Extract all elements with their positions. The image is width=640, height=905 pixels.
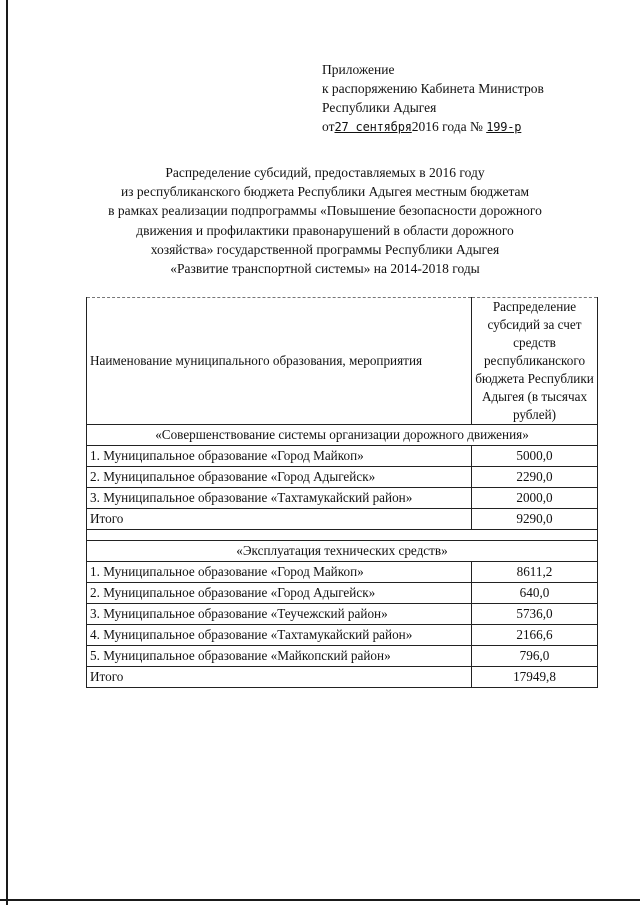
table-row [87, 604, 598, 625]
table-row [87, 446, 598, 467]
header-name-cell: Наименование муниципального образования, мероприятия [87, 298, 472, 425]
total-value: 17949,8 [472, 667, 598, 688]
title-line-4: движения и профилактики правонарушений в области дорожного [136, 222, 514, 238]
table-row [87, 625, 598, 646]
row-name: 2. Муниципальное образование «Город Адыгейск» [87, 583, 472, 604]
date-prefix: от [322, 119, 335, 134]
scan-edge-bottom [0, 899, 640, 901]
section-2-title: «Эксплуатация технических средств» [87, 541, 598, 562]
appendix-line-1: Приложение [322, 62, 395, 77]
row-name: 5. Муниципальное образование «Майкопский район» [87, 646, 472, 667]
row-name: 2. Муниципальное образование «Город Адыгейск» [87, 467, 472, 488]
table-row [87, 583, 598, 604]
appendix-line-2: к распоряжению Кабинета Министров [322, 81, 544, 96]
handwritten-date: 27 сентября [334, 120, 412, 134]
section-1-title: «Совершенствование системы организации дорожного движения» [87, 425, 598, 446]
table-row [87, 646, 598, 667]
handwritten-number: 199-р [486, 120, 522, 134]
title-line-2: из республиканского бюджета Республики Адыгея местным бюджетам [120, 184, 530, 200]
row-value: 640,0 [472, 583, 598, 604]
header-value-cell: Распределение субсидий за счет средств республиканского бюджета Республики Адыгея (в тысячах рублей) [472, 298, 598, 425]
title-line-1: Распределение субсидий, предоставляемых в 2016 году [165, 165, 485, 180]
section-spacer-row [87, 530, 598, 541]
row-name: 1. Муниципальное образование «Город Майкоп» [87, 446, 472, 467]
appendix-block [322, 60, 544, 137]
row-name: 1. Муниципальное образование «Город Майкоп» [87, 562, 472, 583]
table-header-row [87, 298, 598, 425]
document-title [80, 163, 570, 278]
row-name: 3. Муниципальное образование «Тахтамукайский район» [87, 488, 472, 509]
table-row [87, 467, 598, 488]
section-spacer [87, 530, 598, 541]
table-row [87, 488, 598, 509]
row-value: 796,0 [472, 646, 598, 667]
row-value: 5736,0 [472, 604, 598, 625]
total-row [87, 667, 598, 688]
row-value: 2000,0 [472, 488, 598, 509]
row-name: 3. Муниципальное образование «Теучежский район» [87, 604, 472, 625]
total-row [87, 509, 598, 530]
table-row [87, 562, 598, 583]
date-year: 2016 года № [411, 119, 483, 134]
title-line-6: «Развитие транспортной системы» на 2014-2018 годы [170, 261, 480, 277]
section-2-title-row [87, 541, 598, 562]
appendix-line-3: Республики Адыгея [322, 100, 437, 115]
subsidy-table [86, 297, 598, 688]
row-value: 2166,6 [472, 625, 598, 646]
row-name: 4. Муниципальное образование «Тахтамукайский район» [87, 625, 472, 646]
title-line-5: хозяйства» государственной программы Республики Адыгея [150, 241, 500, 257]
total-label: Итого [87, 509, 472, 530]
total-value: 9290,0 [472, 509, 598, 530]
total-label: Итого [87, 667, 472, 688]
appendix-date-line [322, 117, 544, 137]
scan-edge-left [6, 0, 8, 905]
row-value: 5000,0 [472, 446, 598, 467]
row-value: 2290,0 [472, 467, 598, 488]
section-1-title-row [87, 425, 598, 446]
title-line-3: в рамках реализации подпрограммы «Повышение безопасности дорожного [108, 203, 542, 219]
row-value: 8611,2 [472, 562, 598, 583]
